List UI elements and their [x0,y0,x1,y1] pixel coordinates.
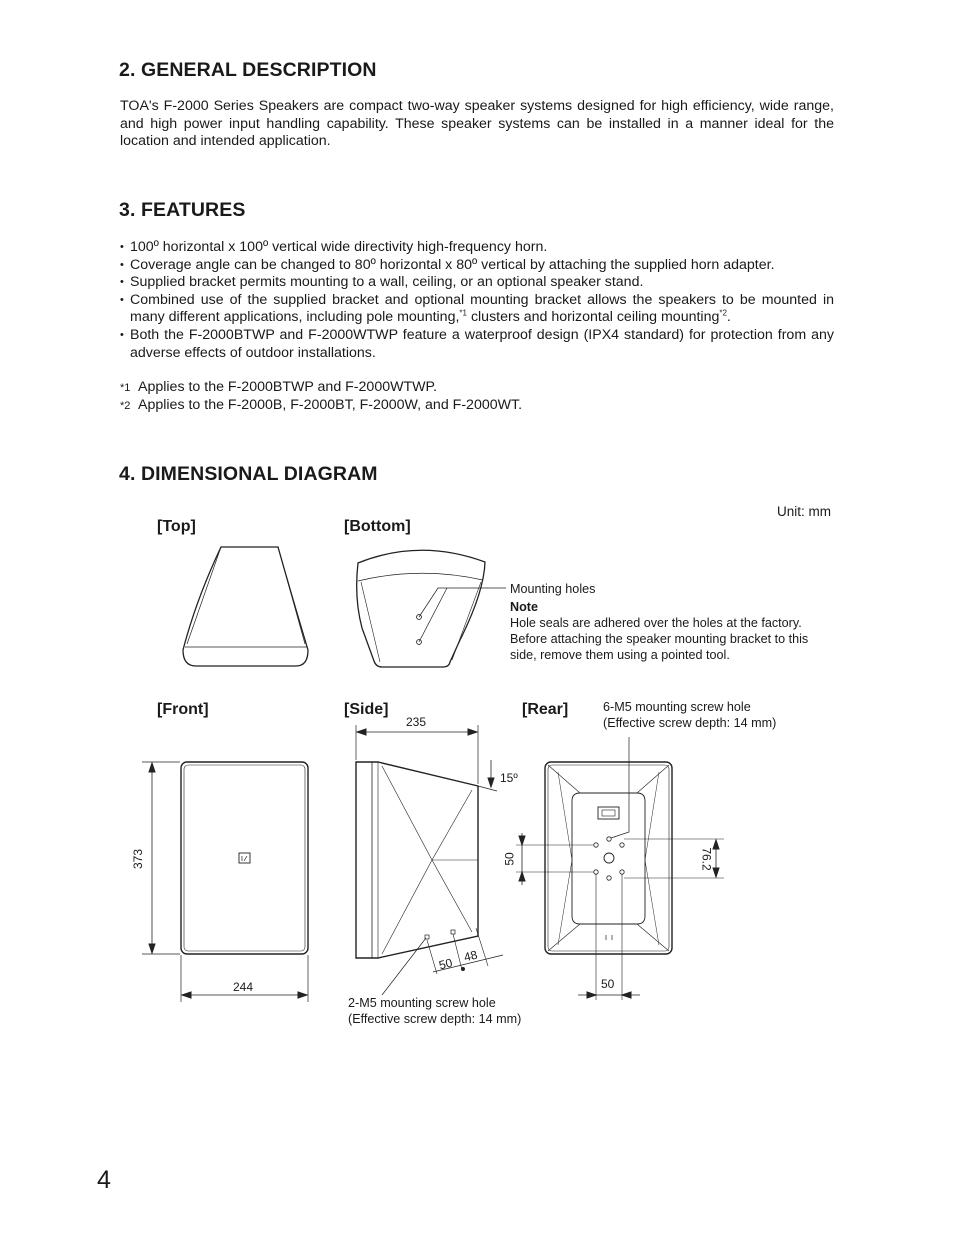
dim-rear-76: 76.2 [699,847,714,871]
general-description-text: TOA's F-2000 Series Speakers are compact two-way speaker systems designed for high efficiency, wide range, and high power input handling capability. These speaker systems can be installed in a manner ideal for the location and intended application. [120,98,834,150]
top-view-drawing [183,547,308,666]
side-screw-depth-label: (Effective screw depth: 14 mm) [348,1012,522,1026]
section-heading-features: 3. FEATURES [119,199,246,221]
footnote-ref-1: *1 [459,308,467,318]
section-heading-general-description: 2. GENERAL DESCRIPTION [119,59,377,81]
unit-label: Unit: mm [777,504,831,519]
front-view-drawing [142,762,308,1002]
bottom-view-drawing [357,550,506,667]
feature-item: • 100º horizontal x 100º vertical wide directivity high-frequency horn. [120,239,834,257]
dim-front-width: 244 [233,980,254,994]
feature-item: • Supplied bracket permits mounting to a wall, ceiling, or an optional speaker stand. [120,274,834,292]
page-number: 4 [97,1166,111,1194]
dim-rear-50-vertical: 50 [502,852,517,866]
side-screw-hole-label: 2-M5 mounting screw hole [348,996,496,1010]
footnote-1: *1 Applies to the F-2000BTWP and F-2000WTWP. [120,379,438,395]
rear-screw-hole-label: 6-M5 mounting screw hole [603,700,751,714]
footnote-2: *2 Applies to the F-2000B, F-2000BT, F-2000W, and F-2000WT. [120,397,523,413]
section-heading-dimensional-diagram: 4. DIMENSIONAL DIAGRAM [119,463,378,485]
side-view-drawing [356,725,503,995]
mounting-holes-label: Mounting holes [510,582,596,596]
view-label-side: [Side] [344,701,389,718]
view-label-rear: [Rear] [522,701,569,718]
view-label-bottom: [Bottom] [344,518,411,535]
dim-height: 373 [131,848,146,870]
view-label-top: [Top] [157,518,196,535]
feature-item: • Coverage angle can be changed to 80º horizontal x 80º vertical by attaching the supplied horn adapter. [120,257,834,275]
footnote-ref-2: *2 [719,308,727,318]
dim-side-width: 235 [406,715,427,729]
dim-rear-50-horizontal: 50 [601,977,615,991]
note-text: Hole seals are adhered over the holes at the factory. Before attaching the speaker mounting bracket to this side, remove them using a pointed tool. [510,616,809,662]
dim-angle: 15º [500,771,518,785]
feature-item: • Both the F-2000BTWP and F-2000WTWP feature a waterproof design (IPX4 standard) for protection from any adverse effects of outdoor installations. [120,327,834,362]
dim-side-50: 50 [437,955,454,973]
feature-item: • Combined use of the supplied bracket and optional mounting bracket allows the speakers to be mounted in many different applications, including pole mounting,$^{*1}$ clusters and horizontal ceiling mounting$^{*2}$. [120,292,834,327]
rear-view-drawing [516,737,724,1000]
dim-side-48: 48 [462,947,479,965]
note-title: Note [510,600,538,614]
rear-screw-depth-label: (Effective screw depth: 14 mm) [603,716,777,730]
view-label-front: [Front] [157,701,209,718]
